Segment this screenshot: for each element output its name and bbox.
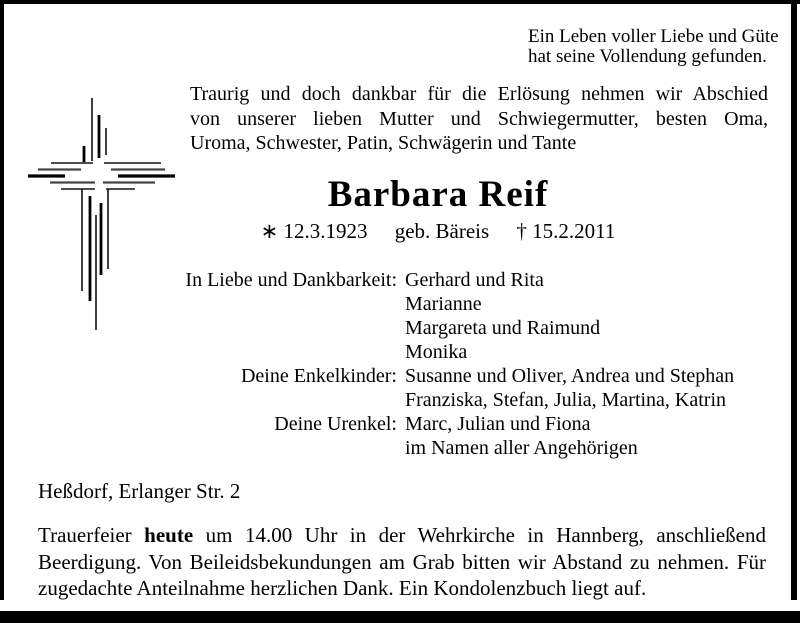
epigraph xyxy=(528,27,779,67)
mourners-row-value: Marianne xyxy=(405,293,482,315)
mourners-row-value: Margareta und Raimund xyxy=(405,317,601,339)
birth-date: 12.3.1923 xyxy=(283,219,368,243)
frame-left xyxy=(0,0,4,600)
deceased-name: Barbara Reif xyxy=(327,174,549,215)
mourners-row-label xyxy=(40,292,397,316)
frame-bottom xyxy=(0,611,800,623)
funeral-line-3: zugedachte Anteilnahme herzlichen Dank. Ein Kondolenzbuch liegt auf. xyxy=(38,576,647,600)
mourners-row-label xyxy=(40,388,397,412)
intro-line-1: Traurig und doch dankbar für die Erlösung nehmen wir Abschied xyxy=(190,83,768,105)
mourners-row-label: In Liebe und Dankbarkeit: xyxy=(185,269,397,291)
intro-line-2: von unserer lieben Mutter und Schwiegermutter, besten Oma, xyxy=(190,107,768,130)
intro-paragraph xyxy=(190,82,768,156)
epigraph-line-2: hat seine Vollendung gefunden. xyxy=(528,46,767,67)
funeral-paragraph xyxy=(38,522,766,602)
funeral-today-emphasis: heute xyxy=(144,523,194,547)
mourners-row-value: Susanne und Oliver, Andrea und Stephan xyxy=(405,365,735,387)
mourners-row-value: im Namen aller Angehörigen xyxy=(405,437,638,459)
mourners-row-label: Deine Urenkel: xyxy=(274,413,397,435)
mourners-row-value: Gerhard und Rita xyxy=(405,269,544,291)
maiden-name: geb. Bäreis xyxy=(394,219,490,243)
frame-right xyxy=(791,0,797,600)
mourners-row-value: Franziska, Stefan, Julia, Martina, Katrin xyxy=(405,389,727,411)
funeral-line-2: Beerdigung. Von Beileidsbekundungen am Grab bitten wir Abstand zu nehmen. Für xyxy=(38,549,766,574)
funeral-line-1-rest: um 14.00 Uhr in der Wehrkirche in Hannberg, anschließend xyxy=(193,523,766,547)
funeral-line-1-prefix: Trauerfeier xyxy=(38,523,145,547)
death-date: 15.2.2011 xyxy=(532,219,616,243)
mourners-list xyxy=(40,268,734,460)
mourners-row-label xyxy=(40,340,397,364)
intro-line-3: Uroma, Schwester, Patin, Schwägerin und Tante xyxy=(190,132,577,154)
frame-top xyxy=(0,0,800,4)
mourners-row-label: Deine Enkelkinder: xyxy=(240,365,397,387)
epigraph-line-1: Ein Leben voller Liebe und Güte xyxy=(528,26,779,47)
funeral-line-1 xyxy=(38,522,766,549)
birth-symbol: ∗ xyxy=(260,219,279,243)
mourners-row-value: Marc, Julian und Fiona xyxy=(405,413,591,435)
mourners-row-label xyxy=(40,316,397,340)
mourners-row-label xyxy=(40,436,397,460)
death-symbol: † xyxy=(516,219,527,243)
life-dates xyxy=(110,219,766,244)
mourners-row-value: Monika xyxy=(405,341,468,363)
address-line: Heßdorf, Erlanger Str. 2 xyxy=(38,479,241,503)
